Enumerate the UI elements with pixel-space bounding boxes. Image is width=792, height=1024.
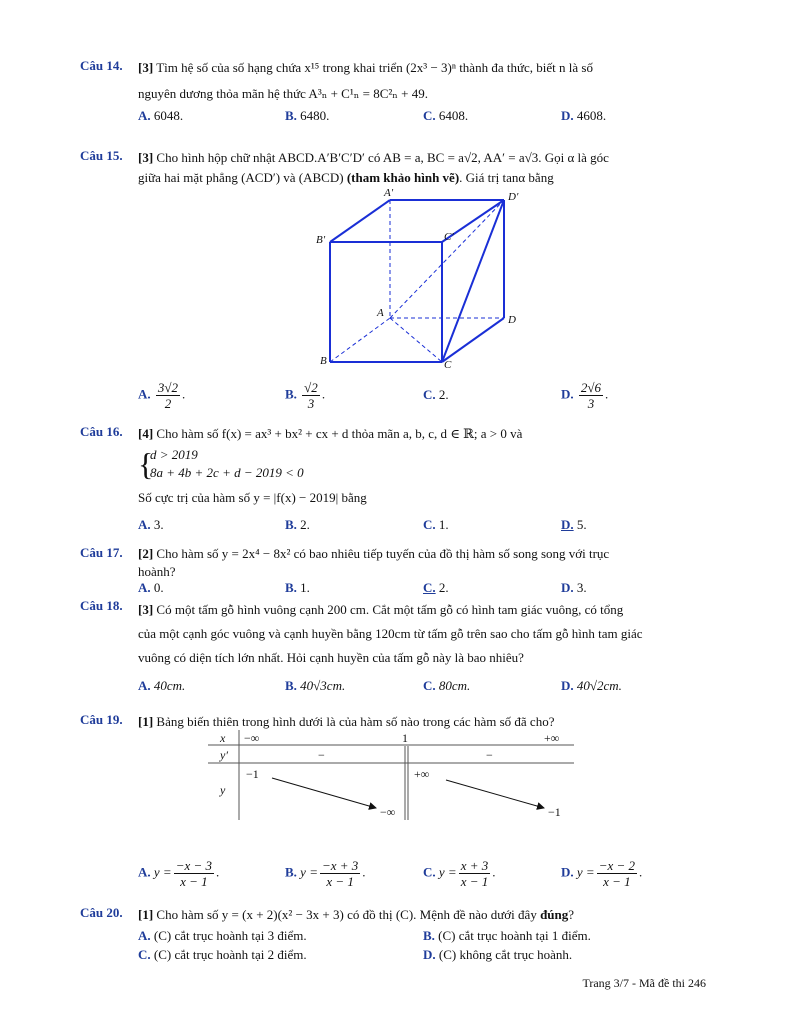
option-a[interactable]: A. 3.	[138, 517, 164, 532]
question-number: Câu 15.	[80, 148, 123, 163]
option-c[interactable]: C. 1.	[423, 517, 449, 532]
question-text: Có một tấm gỗ hình vuông cạnh 200 cm. Cắt một tấm gỗ có hình tam giác vuông, có tổng	[156, 602, 624, 617]
option-b[interactable]: B. 6480.	[285, 108, 330, 123]
options-20	[138, 928, 710, 968]
option-c[interactable]: C. 80cm.	[423, 678, 471, 693]
question-text: Bảng biến thiên trong hình dưới là của hàm số nào trong các hàm số đã cho?	[156, 714, 555, 729]
level-tag: [1]	[138, 714, 154, 729]
label-a1: A′	[384, 188, 394, 199]
question-text: Cho hàm số y = (x + 2)(x² − 3x + 3) có đồ thị (C). Mệnh đề nào dưới đây	[156, 907, 537, 922]
level-tag: [1]	[138, 907, 154, 922]
option-d[interactable]: D. $\frac{2√6}{3}$ .	[561, 380, 609, 411]
fraction: $\frac{-x - 3}{x - 1}$	[175, 858, 213, 889]
fraction: $\frac{3√2}{2}$	[157, 380, 179, 411]
variation-table	[208, 730, 574, 822]
option-d[interactable]: D. 4608.	[561, 108, 607, 123]
fraction: $\frac{x + 3}{x - 1}$	[460, 858, 489, 889]
fraction: $\frac{√2}{3}$	[304, 380, 318, 411]
option-a[interactable]: A. (C) cắt trục hoành tại 3 điểm.	[138, 928, 307, 943]
question-number: Câu 18.	[80, 598, 123, 613]
option-b[interactable]: B. (C) cắt trục hoành tại 1 điểm.	[423, 928, 591, 943]
option-d[interactable]: D. 40√2cm.	[561, 678, 622, 693]
question-text: Số cực trị của hàm số y = |f(x) − 2019| bằng	[138, 490, 367, 505]
label-d1: D′	[508, 191, 519, 203]
brace: {	[138, 446, 154, 482]
question-text: Cho hàm số f(x) = ax³ + bx² + cx + d thỏa mãn a, b, c, d ∈ ℝ; a > 0 và	[156, 426, 523, 441]
question-text: vuông có diện tích lớn nhất. Hỏi cạnh huyền của tấm gỗ này là bao nhiêu?	[138, 650, 524, 665]
question-number: Câu 16.	[80, 424, 123, 439]
decreasing-arrow-right	[446, 780, 544, 808]
question-text: Tìm hệ số của số hạng chứa x¹⁵ trong khai triển (2x³ − 3)ⁿ thành đa thức, biết n là số	[156, 60, 593, 75]
option-c[interactable]: C. y = $\frac{x + 3}{x - 1}$ .	[423, 858, 496, 889]
option-c[interactable]: C. 2.	[423, 387, 449, 402]
label-d: D	[508, 314, 516, 326]
y-value-left-start: −1	[246, 767, 259, 781]
label-b: B	[320, 355, 327, 367]
fraction: $\frac{-x - 2}{x - 1}$	[598, 858, 636, 889]
option-c[interactable]: C. 6408.	[423, 108, 469, 123]
fraction: $\frac{2√6}{3}$	[580, 380, 602, 411]
options-19	[138, 858, 710, 890]
question-text: Cho hàm số y = 2x⁴ − 8x² có bao nhiêu tiếp tuyến của đồ thị hàm số song song với trục	[156, 546, 610, 561]
option-b[interactable]: B. 2.	[285, 517, 310, 532]
option-a[interactable]: A. 0.	[138, 580, 164, 595]
question-text: Cho hình hộp chữ nhật ABCD.A′B′C′D′ có AB = a, BC = a√2, AA′ = a√3. Gọi α là góc	[156, 150, 609, 165]
reference-note: (tham khảo hình vẽ)	[346, 170, 460, 185]
x-plus-infinity: +∞	[544, 731, 560, 745]
question-text: của một cạnh góc vuông và cạnh huyền bằng 120cm từ tấm gỗ trên sao cho tấm gỗ hình tam giác	[138, 626, 643, 641]
condition-2: 8a + 4b + 2c + d − 2019 < 0	[150, 465, 304, 480]
header-y-prime: y′	[220, 748, 228, 762]
options-18	[138, 678, 710, 698]
option-d[interactable]: D. y = $\frac{-x - 2}{x - 1}$ .	[561, 858, 643, 889]
options-14	[138, 108, 710, 128]
option-b[interactable]: B. 40√3cm.	[285, 678, 346, 693]
fraction: $\frac{-x + 3}{x - 1}$	[321, 858, 359, 889]
option-d[interactable]: D. 5.	[561, 517, 587, 532]
options-16	[138, 517, 710, 537]
x-minus-infinity: −∞	[244, 731, 260, 745]
option-d[interactable]: D. 3.	[561, 580, 587, 595]
option-a[interactable]: A. 40cm.	[138, 678, 186, 693]
emphasis: đúng	[540, 907, 569, 922]
option-c[interactable]: C. (C) cắt trục hoành tại 2 điểm.	[138, 947, 307, 962]
sign-minus-left: −	[318, 748, 325, 762]
question-text: . Giá trị tanα bằng	[459, 170, 554, 185]
label-c1: C′	[444, 231, 454, 243]
question-number: Câu 17.	[80, 545, 123, 560]
condition-system	[138, 446, 710, 484]
header-y: y	[220, 783, 226, 797]
option-a[interactable]: A. $\frac{3√2}{2}$ .	[138, 380, 186, 411]
page-footer: Trang 3/7 - Mã đề thi 246	[582, 976, 706, 990]
label-b1: B′	[316, 234, 326, 246]
question-text: giữa hai mặt phẳng (ACD′) và (ABCD)	[138, 170, 344, 185]
header-x: x	[220, 731, 226, 745]
x-one: 1	[402, 731, 408, 745]
option-d[interactable]: D. (C) không cắt trục hoành.	[423, 947, 573, 962]
y-value-right-end: −1	[548, 805, 561, 819]
label-a: A	[377, 307, 384, 319]
condition-1: d > 2019	[150, 447, 198, 462]
decreasing-arrow-left	[272, 778, 376, 808]
question-number: Câu 20.	[80, 905, 123, 920]
y-value-left-end: −∞	[380, 805, 396, 819]
option-a[interactable]: A. 6048.	[138, 108, 184, 123]
y-value-right-start: +∞	[414, 767, 430, 781]
option-b[interactable]: B. $\frac{√2}{3}$ .	[285, 380, 326, 411]
option-c[interactable]: C. 2.	[423, 580, 449, 595]
level-tag: [3]	[138, 602, 154, 617]
level-tag: [3]	[138, 150, 154, 165]
sign-minus-right: −	[486, 748, 493, 762]
options-17	[138, 580, 710, 600]
label-c: C	[444, 359, 452, 370]
question-number: Câu 14.	[80, 58, 123, 73]
options-15	[138, 380, 710, 410]
question-number: Câu 19.	[80, 712, 123, 727]
level-tag: [3]	[138, 60, 154, 75]
box-figure	[310, 188, 540, 370]
question-text: nguyên dương thỏa mãn hệ thức A³ₙ + C¹ₙ = 8C²ₙ + 49.	[138, 86, 428, 101]
level-tag: [4]	[138, 426, 154, 441]
question-text: hoành?	[138, 564, 176, 579]
option-b[interactable]: B. y = $\frac{-x + 3}{x - 1}$ .	[285, 858, 366, 889]
option-b[interactable]: B. 1.	[285, 580, 310, 595]
option-a[interactable]: A. y = $\frac{-x - 3}{x - 1}$ .	[138, 858, 220, 889]
level-tag: [2]	[138, 546, 154, 561]
